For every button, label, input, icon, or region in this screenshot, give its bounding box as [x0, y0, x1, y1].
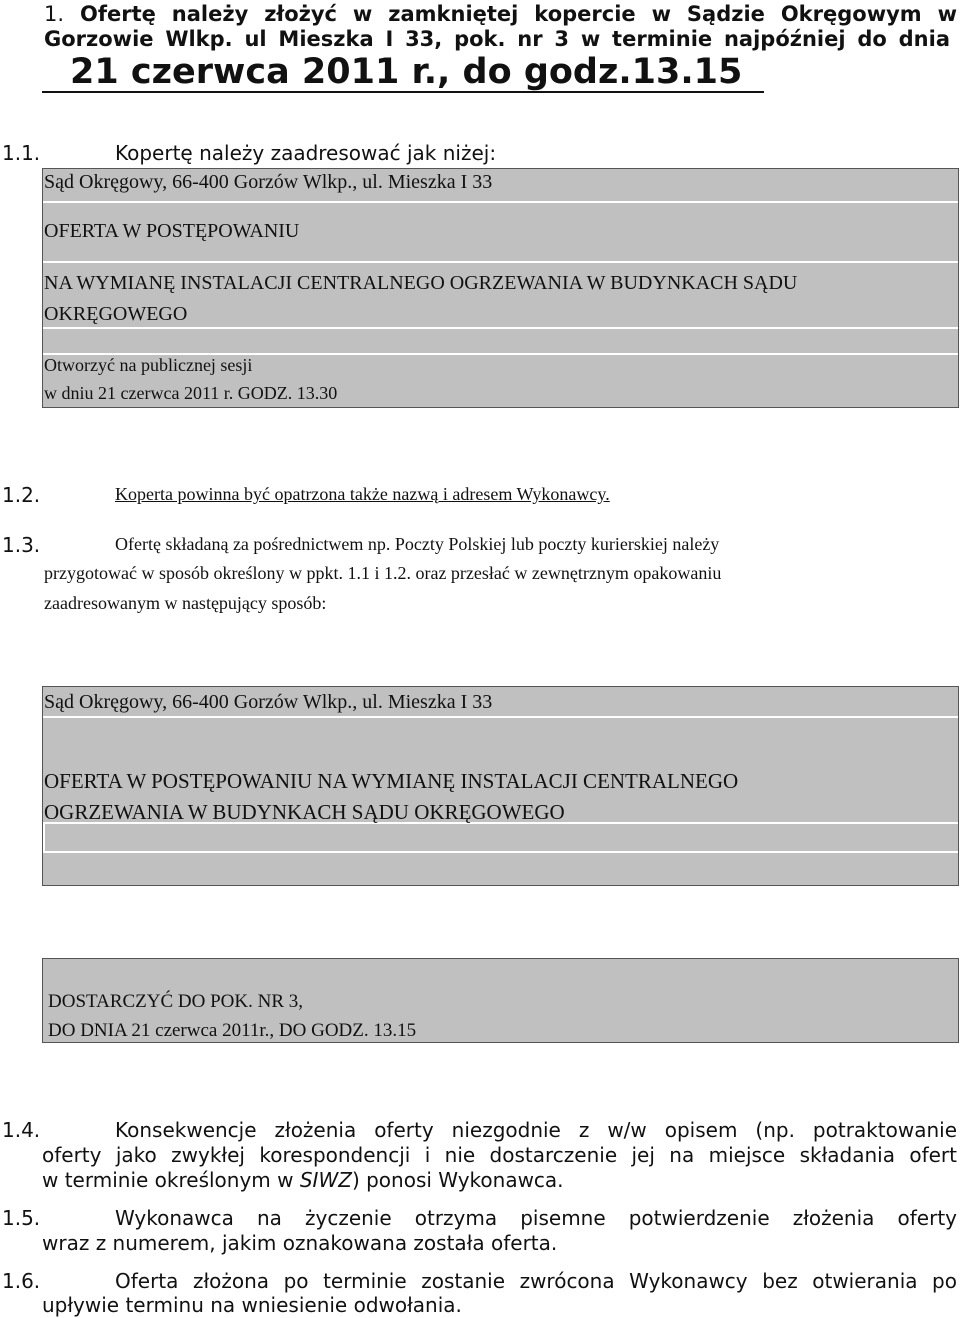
- item-1-1-number: 1.1.: [2, 141, 41, 165]
- item-1-5-number: 1.5.: [2, 1206, 41, 1230]
- deadline-heading: 21 czerwca 2011 r., do godz.13.15: [42, 53, 764, 93]
- item-1-4-number: 1.4.: [2, 1118, 41, 1142]
- section-1-line-1: Ofertę należy złożyć w zamkniętej kopercie w Sądzie Okręgowym w: [80, 2, 957, 26]
- siwz-abbreviation: SIWZ: [299, 1168, 352, 1192]
- box-open-line-2: w dniu 21 czerwca 2011 r. GODZ. 13.30: [44, 383, 338, 403]
- item-1-3-line-2: przygotować w sposób określony w ppkt. 1.1 i 1.2. oraz przesłać w zewnętrznym opakowaniu: [44, 563, 722, 583]
- box-subject-line-1: NA WYMIANĘ INSTALACJI CENTRALNEGO OGRZEWANIA W BUDYNKACH SĄDU: [44, 272, 798, 294]
- item-1-3-line-3: zaadresowanym w następujący sposób:: [44, 593, 327, 613]
- outer-box-offer-line-2: OGRZEWANIA W BUDYNKACH SĄDU OKRĘGOWEGO: [44, 800, 565, 824]
- outer-box-offer-line-1: OFERTA W POSTĘPOWANIU NA WYMIANĘ INSTALACJI CENTRALNEGO: [44, 769, 739, 793]
- delivery-line-2: DO DNIA 21 czerwca 2011r., DO GODZ. 13.15: [48, 1020, 417, 1041]
- item-1-4-line-2: oferty jako zwykłej korespondencji i nie dostarczenie jej na miejsce składania ofert: [42, 1143, 957, 1167]
- item-1-3-number: 1.3.: [2, 533, 41, 557]
- item-1-6-line-2: upływie terminu na wniesienie odwołania.: [42, 1293, 462, 1317]
- item-1-2-number: 1.2.: [2, 483, 41, 507]
- box-open-line-1: Otworzyć na publicznej sesji: [44, 355, 253, 375]
- item-1-4-line-3: [42, 1168, 564, 1192]
- outer-box-address: Sąd Okręgowy, 66-400 Gorzów Wlkp., ul. Mieszka I 33: [44, 691, 493, 713]
- item-1-4-line-3-post: ) ponosi Wykonawca.: [351, 1168, 564, 1192]
- item-1-6-number: 1.6.: [2, 1269, 41, 1293]
- section-1-line-2: Gorzowie Wlkp. ul Mieszka I 33, pok. nr 3 w terminie najpóźniej do dnia: [44, 27, 950, 51]
- item-1-3-line-1: Ofertę składaną za pośrednictwem np. Poczty Polskiej lub poczty kurierskiej należy: [115, 534, 720, 554]
- box-offer-title: OFERTA W POSTĘPOWANIU: [44, 220, 300, 242]
- box-subject-line-2: OKRĘGOWEGO: [44, 303, 188, 325]
- item-1-4-line-3-pre: w terminie określonym w: [42, 1168, 300, 1192]
- delivery-line-1: DOSTARCZYĆ DO POK. NR 3,: [48, 991, 304, 1012]
- section-number: 1.: [44, 2, 65, 26]
- item-1-6-line-1: Oferta złożona po terminie zostanie zwrócona Wykonawcy bez otwierania po: [115, 1269, 957, 1293]
- item-1-2-text: Koperta powinna być opatrzona także nazwą i adresem Wykonawcy.: [115, 484, 610, 504]
- box-address: Sąd Okręgowy, 66-400 Gorzów Wlkp., ul. Mieszka I 33: [44, 171, 493, 193]
- item-1-5-line-2: wraz z numerem, jakim oznakowana została oferta.: [42, 1231, 558, 1255]
- item-1-1-text: Kopertę należy zaadresować jak niżej:: [115, 141, 497, 165]
- item-1-5-line-1: Wykonawca na życzenie otrzyma pisemne potwierdzenie złożenia oferty: [115, 1206, 957, 1230]
- item-1-4-line-1: Konsekwencje złożenia oferty niezgodnie z w/w opisem (np. potraktowanie: [115, 1118, 957, 1142]
